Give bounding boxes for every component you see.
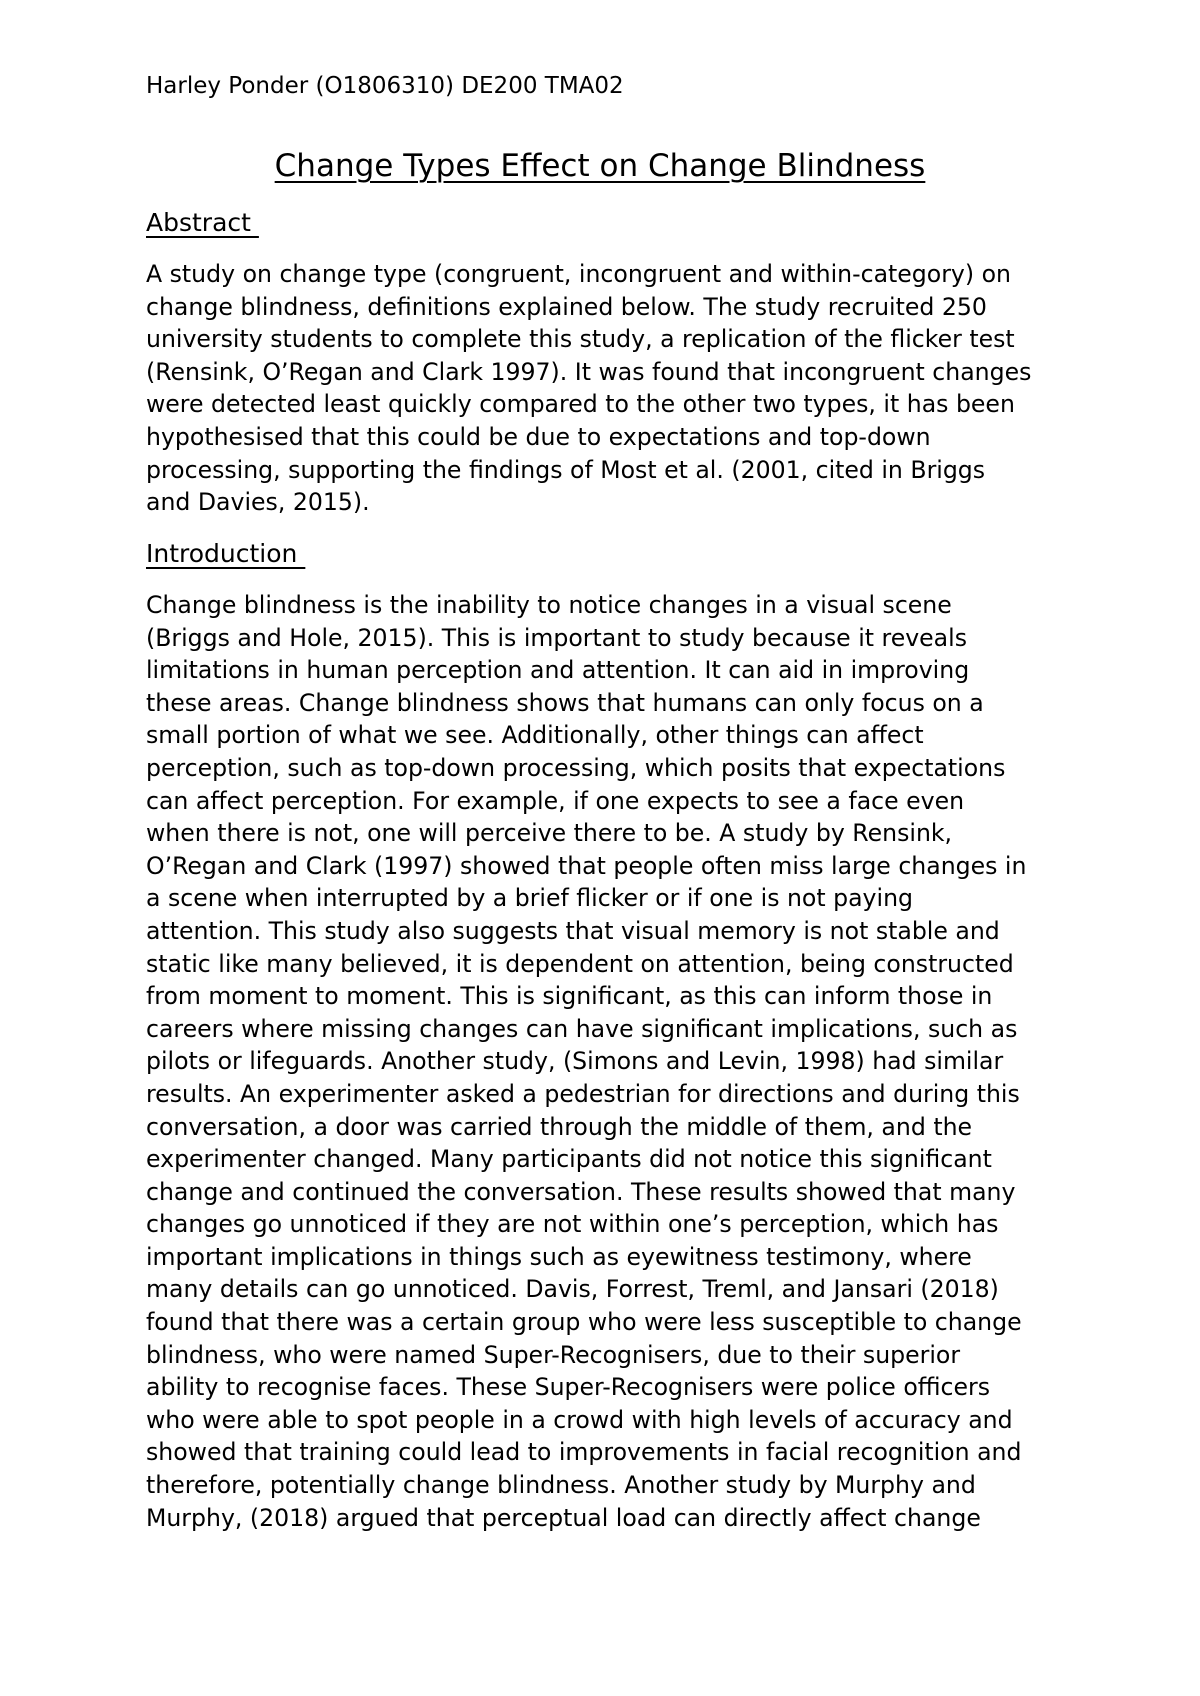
paragraph-line: many details can go unnoticed. Davis, Forrest, Treml, and Jansari (2018) xyxy=(146,1275,999,1304)
document-title: Change Types Effect on Change Blindness xyxy=(274,148,926,184)
paragraph-line: limitations in human perception and attention. It can aid in improving xyxy=(146,656,970,685)
paragraph-line: were detected least quickly compared to the other two types, it has been xyxy=(146,390,1015,419)
abstract-paragraph xyxy=(146,258,1076,519)
paragraph-line: static like many believed, it is dependent on attention, being constructed xyxy=(146,949,1014,978)
paragraph-line: changes go unnoticed if they are not within one’s perception, which has xyxy=(146,1210,999,1239)
paragraph-line: (Rensink, O’Regan and Clark 1997). It was found that incongruent changes xyxy=(146,357,1032,386)
paragraph-line: experimenter changed. Many participants did not notice this significant xyxy=(146,1145,992,1174)
paragraph-line: (Briggs and Hole, 2015). This is important to study because it reveals xyxy=(146,623,967,652)
paragraph-line: important implications in things such as eyewitness testimony, where xyxy=(146,1242,972,1271)
paragraph-line: Change blindness is the inability to notice changes in a visual scene xyxy=(146,591,952,619)
paragraph-line: pilots or lifeguards. Another study, (Simons and Levin, 1998) had similar xyxy=(146,1047,1004,1076)
paragraph-line: therefore, potentially change blindness. Another study by Murphy and xyxy=(146,1471,976,1500)
paragraph-line: who were able to spot people in a crowd with high levels of accuracy and xyxy=(146,1405,1013,1434)
introduction-paragraph xyxy=(146,589,1076,1534)
paragraph-line: Murphy, (2018) argued that perceptual load can directly affect change xyxy=(146,1503,981,1532)
paragraph-line: O’Regan and Clark (1997) showed that people often miss large changes in xyxy=(146,851,1027,880)
abstract-heading: Abstract xyxy=(146,208,259,237)
paragraph-line: when there is not, one will perceive there to be. A study by Rensink, xyxy=(146,819,953,848)
paragraph-line: and Davies, 2015). xyxy=(146,488,370,517)
paragraph-line: small portion of what we see. Additionally, other things can affect xyxy=(146,721,924,750)
paragraph-line: ability to recognise faces. These Super-Recognisers were police officers xyxy=(146,1373,991,1402)
paragraph-line: can affect perception. For example, if one expects to see a face even xyxy=(146,786,965,815)
paragraph-line: change and continued the conversation. These results showed that many xyxy=(146,1177,1016,1206)
paragraph-line: perception, such as top-down processing, which posits that expectations xyxy=(146,753,1006,782)
paragraph-line: blindness, who were named Super-Recognisers, due to their superior xyxy=(146,1340,961,1369)
paragraph-line: these areas. Change blindness shows that humans can only focus on a xyxy=(146,688,984,717)
paragraph-line: found that there was a certain group who were less susceptible to change xyxy=(146,1308,1022,1337)
paragraph-line: hypothesised that this could be due to expectations and top-down xyxy=(146,422,931,451)
paragraph-line: attention. This study also suggests that visual memory is not stable and xyxy=(146,916,1000,945)
introduction-heading: Introduction xyxy=(146,539,306,568)
paragraph-line: showed that training could lead to improvements in facial recognition and xyxy=(146,1438,1022,1467)
paragraph-line: processing, supporting the findings of Most et al. (2001, cited in Briggs xyxy=(146,455,986,484)
paragraph-line: careers where missing changes can have significant implications, such as xyxy=(146,1014,1018,1043)
paragraph-line: A study on change type (congruent, incongruent and within-category) on xyxy=(146,260,1011,288)
paragraph-line: a scene when interrupted by a brief flicker or if one is not paying xyxy=(146,884,914,913)
paragraph-line: results. An experimenter asked a pedestrian for directions and during this xyxy=(146,1079,1020,1108)
paragraph-line: conversation, a door was carried through the middle of them, and the xyxy=(146,1112,973,1141)
paragraph-line: change blindness, definitions explained below. The study recruited 250 xyxy=(146,292,987,321)
paragraph-line: university students to complete this study, a replication of the flicker test xyxy=(146,325,1015,354)
author-header: Harley Ponder (O1806310) DE200 TMA02 xyxy=(146,73,624,99)
paragraph-line: from moment to moment. This is significant, as this can inform those in xyxy=(146,982,993,1011)
